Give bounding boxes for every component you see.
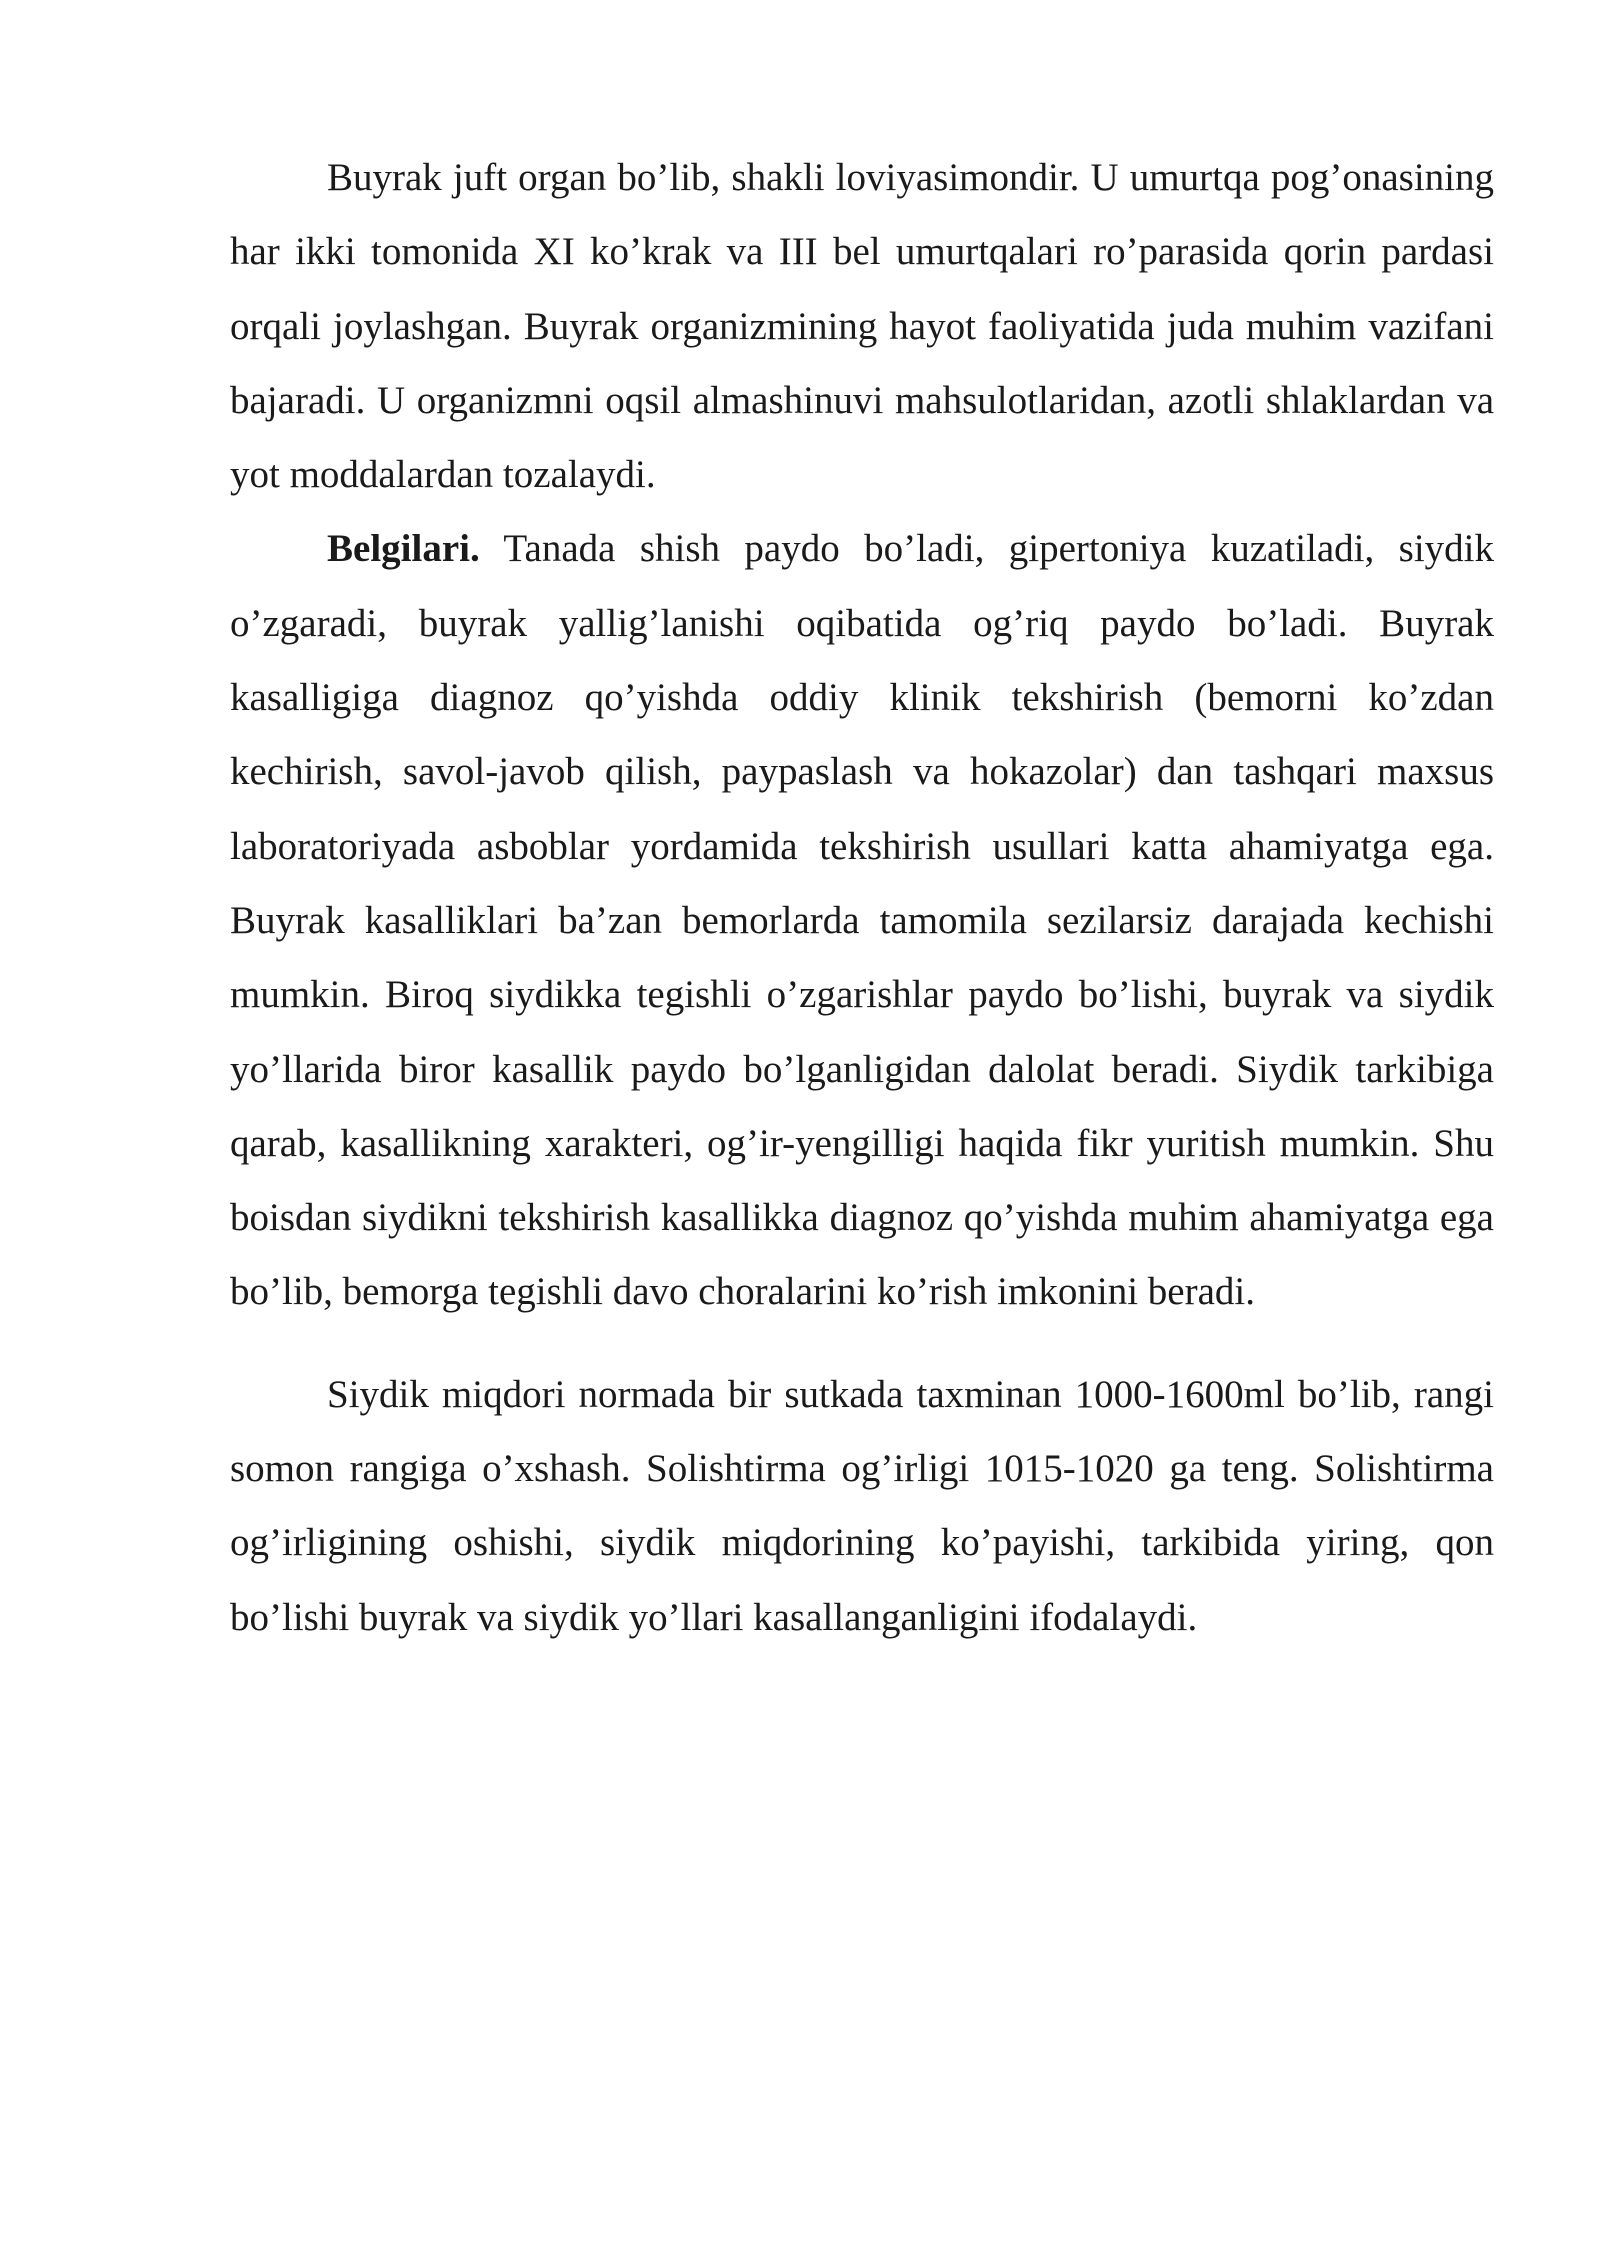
paragraph-text: Tanada shish paydo bo’ladi, gipertoniya kuzatiladi, siydik o’zgaradi, buyrak yallig’lanishi oqibatida og’riq paydo bo’ladi. Buyrak kasalligiga diagnoz qo’yishda oddiy klinik tekshirish (bemorni ko’zdan kechirish, savol-javob qilish, paypaslash va hokazolar) dan tashqari maxsus laboratoriyada asboblar yordamida tekshirish usullari katta ahamiyatga ega. Buyrak kasalliklari ba’zan bemorlarda tamomila sezilarsiz darajada kechishi mumkin. Biroq siydikka tegishli o’zgarishlar paydo bo’lishi, buyrak va siydik yo’llarida biror kasallik paydo bo’lganligidan dalolat beradi. Siydik tarkibiga qarab, kasallikning xarakteri, og’ir-yengilligi haqida fikr yuritish mumkin. Shu boisdan siydikni tekshirish kasallikka diagnoz qo’yishda muhim ahamiyatga ega bo’lib, bemorga tegishli davo choralarini ko’rish imkonini beradi. bbox=[230, 527, 1494, 1314]
paragraph-urine-norms bbox=[230, 1358, 1494, 1655]
paragraph-text: Siydik miqdori normada bir sutkada taxminan 1000-1600ml bo’lib, rangi somon rangiga o’xshash. Solishtirma og’irligi 1015-1020 ga teng. Solishtirma og’irligining oshishi, siydik miqdorining ko’payishi, tarkibida yiring, qon bo’lishi buyrak va siydik yo’llari kasallanganligini ifodalaydi. bbox=[230, 1372, 1494, 1639]
paragraph-lead-heading: Belgilari. bbox=[327, 527, 480, 571]
paragraph-symptoms bbox=[230, 512, 1494, 1329]
document-body bbox=[230, 141, 1494, 1655]
paragraph-text: Buyrak juft organ bo’lib, shakli loviyasimondir. U umurtqa pog’onasining har ikki tomonida XI ko’krak va III bel umurtqalari ro’parasida qorin pardasi orqali joylashgan. Buyrak organizmining hayot faoliyatida juda muhim vazifani bajaradi. U organizmni oqsil almashinuvi mahsulotlaridan, azotli shlaklardan va yot moddalardan tozalaydi. bbox=[230, 156, 1494, 497]
paragraph-kidney-description bbox=[230, 141, 1494, 512]
